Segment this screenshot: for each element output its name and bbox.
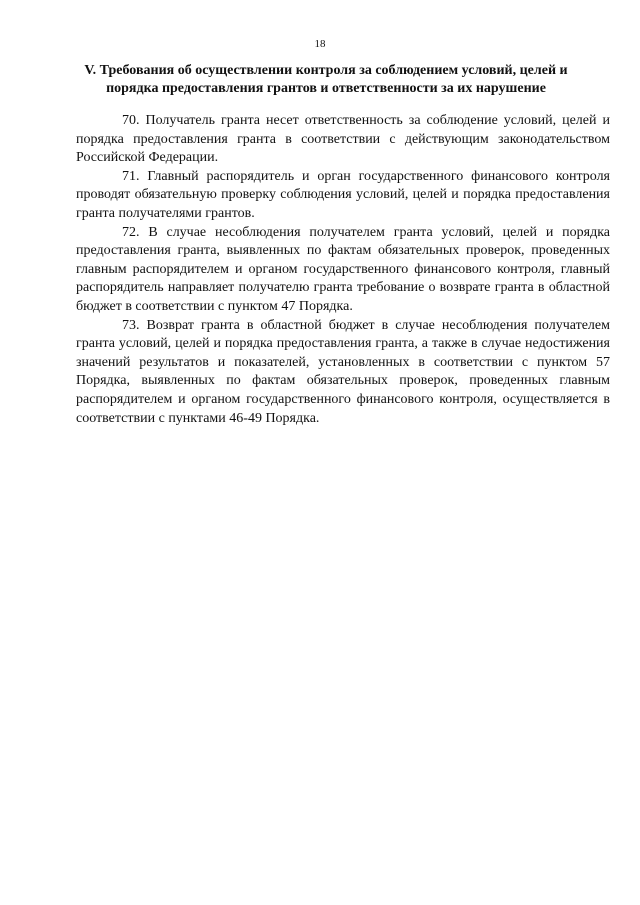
page-number: 18 xyxy=(314,38,326,50)
paragraph-73: 73. Возврат гранта в областной бюджет в случае несоблюдения получателем гранта условий, целей и порядка предоставления гранта, а также в случае недостижения значений результатов и показателей, установленных в соответствии с пунктом 57 Порядка, выявленных по фактам обязательных проверок, проведенных главным распорядителем и органом государственного финансового контроля, осуществляется в соответствии с пунктами 46-49 Порядка. xyxy=(76,317,610,426)
section-title: V. Требования об осуществлении контроля за соблюдением условий, целей и порядка предоставления грантов и ответственности за их нарушение xyxy=(84,63,568,96)
document-body xyxy=(76,112,610,428)
paragraph-72: 72. В случае несоблюдения получателем гранта условий, целей и порядка предоставления гранта, выявленных по фактам обязательных проверок, проведенных главным распорядителем и органом государственного финансового контроля, главный распорядитель направляет получателю гранта требование о возврате гранта в областной бюджет в соответствии с пунктом 47 Порядка. xyxy=(76,224,610,314)
paragraph-71: 71. Главный распорядитель и орган государственного финансового контроля проводят обязательную проверку соблюдения условий, целей и порядка предоставления гранта получателями грантов. xyxy=(76,168,610,221)
paragraph-70: 70. Получатель гранта несет ответственность за соблюдение условий, целей и порядка предоставления гранта в соответствии с действующим законодательством Российской Федерации. xyxy=(76,113,610,166)
